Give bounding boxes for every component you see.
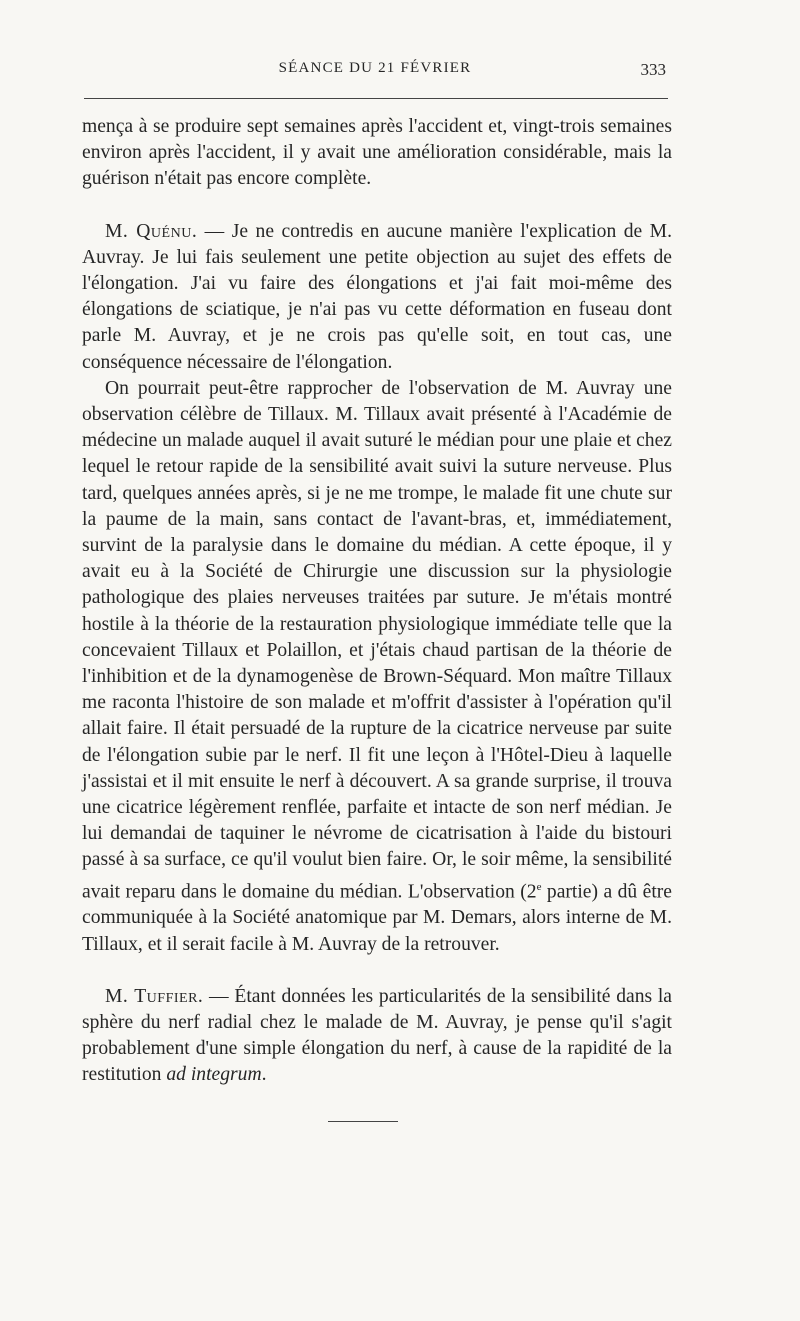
paragraph-tillaux-observation	[82, 376, 672, 958]
paragraph-gap	[82, 958, 672, 984]
page-body	[82, 114, 672, 1089]
superscript: e	[536, 880, 542, 893]
paragraph-text: mença à se produire sept semaines après l'accident et, vingt-trois semaines environ après l'accident, il y avait une amélioration considérable, mais la guérison n'était pas encore complète.	[82, 116, 672, 190]
paragraph-text: — Étant données les particularités de la sensibilité dans la sphère du nerf radial chez le malade de M. Auvray, je pense qu'il s'agit probablement d'une simple élongation du nerf, à cause de la rapidité de la restitution	[82, 985, 672, 1086]
paragraph-text: partie) a dû être communiquée à la Société anatomique par M. Demars, alors interne de M. Tillaux, et il serait facile à M. Auvray de la retrouver.	[82, 881, 672, 955]
paragraph-continuation	[82, 114, 672, 193]
paragraph-quenu	[82, 219, 672, 376]
latin-phrase: ad integrum	[166, 1064, 262, 1086]
page-header	[84, 60, 666, 88]
paragraph-text: .	[261, 1064, 267, 1086]
running-title: SÉANCE DU 21 FÉVRIER	[278, 60, 472, 76]
paragraph-gap	[82, 193, 672, 219]
paragraph-text: On pourrait peut-être rapprocher de l'observation de M. Auvray une observation célèbre de Tillaux. M. Tillaux avait présenté à l'Académie de médecine un malade auquel il avait suturé le médian pour une plaie et chez lequel le retour rapide de la sensibilité avait suivi la suture nerveuse. Plus tard, quelques années après, si je ne me trompe, le malade fit une chute sur la paume de la main, sans contact de l'avant-bras, et, immédiatement, survint de la paralysie dans le domaine du médian. A cette époque, il y avait eu à la Société de Chirurgie une discussion sur la physiologie pathologique des plaies nerveuses traitées par suture. Je m'étais montré hostile à la théorie de la restauration physiologique immédiate telle que la concevaient Tillaux et Polaillon, et j'étais chaud partisan de la théorie de l'inhibition et de la dynamogenèse de Brown-Séquard. Mon maître Tillaux me raconta l'histoire de son malade et m'offrit d'assister à l'opération qu'il allait faire. Il était persuadé de la rupture de la cicatrice nerveuse par suite de l'élongation subie par le nerf. Il fit une leçon à l'Hôtel-Dieu à laquelle j'assistai et il mit ensuite le nerf à découvert. A sa grande surprise, il trouva une cicatrice légèrement renflée, parfaite et intacte de son nerf médian. Je lui demandai de taquiner le névrome de cicatrisation à l'aide du bistouri passé à sa surface, ce qu'il voulut bien faire. Or, le soir même, la sensibilité avait reparu dans le domaine du médian. L'observation (2	[82, 377, 672, 903]
header-rule	[84, 98, 668, 99]
section-end-rule	[328, 1121, 398, 1122]
speaker-name: M. Quénu.	[105, 220, 198, 242]
paragraph-text: — Je ne contredis en aucune manière l'explication de M. Auvray. Je lui fais seulement une petite objection au sujet des effets de l'élongation. J'ai vu faire des élongations et j'ai fait moi-même des élongations de sciatique, je n'ai pas vu cette déformation en fuseau dont parle M. Auvray, et je ne crois pas qu'elle soit, en tout cas, une conséquence nécessaire de l'élongation.	[82, 220, 672, 373]
page-number: 333	[640, 60, 666, 79]
speaker-name: M. Tuffier.	[105, 985, 204, 1007]
paragraph-tuffier	[82, 984, 672, 1089]
